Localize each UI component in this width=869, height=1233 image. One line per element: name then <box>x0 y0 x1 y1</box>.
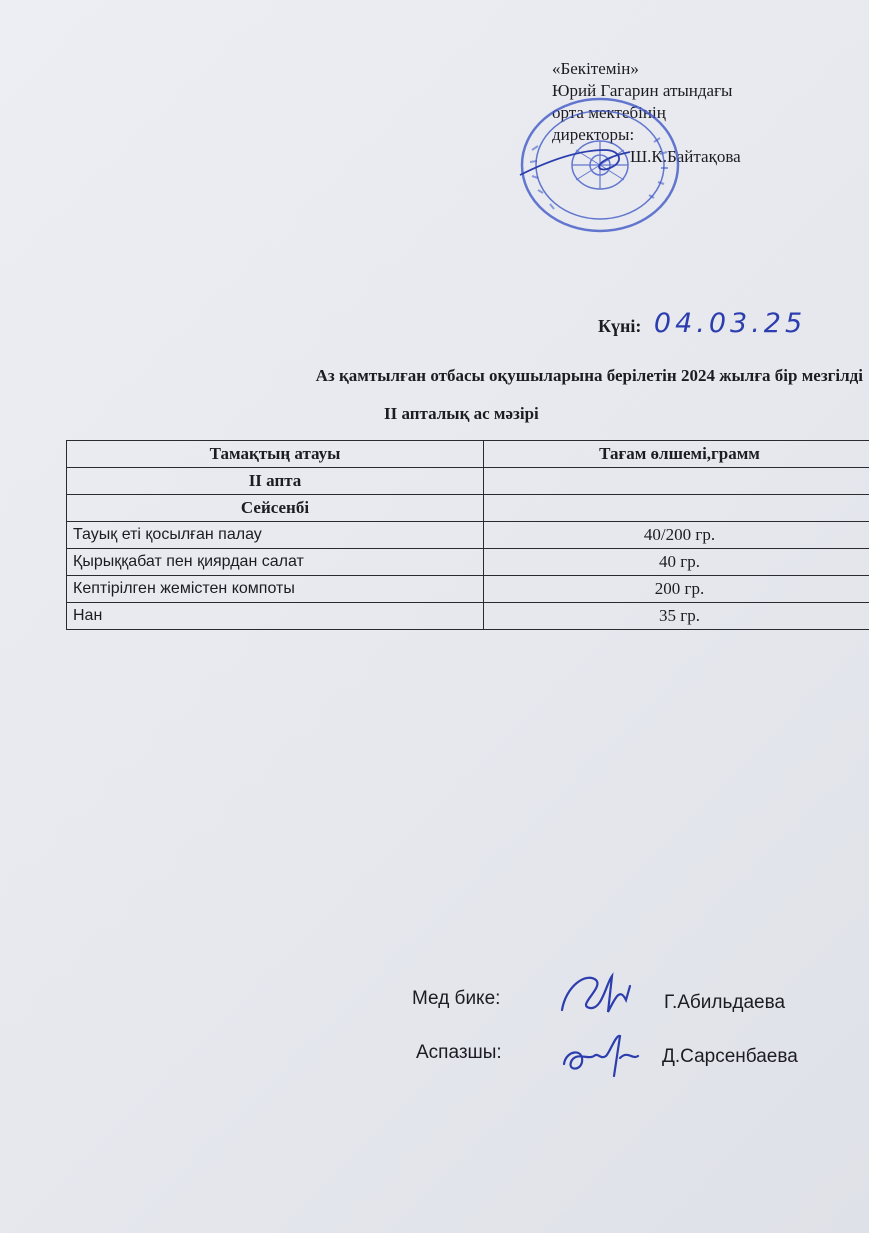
cook-label: Аспазшы: <box>416 1042 502 1063</box>
dish-qty: 40 гр. <box>484 549 869 576</box>
table-row <box>67 603 869 630</box>
approval-position: директоры: <box>552 125 635 144</box>
dish-name: Нан <box>67 603 484 630</box>
document-subtitle: II апталық ас мәзірі <box>384 404 539 423</box>
table-header-row <box>67 441 869 468</box>
date-label: Күні: <box>598 316 642 336</box>
dish-name: Кептірілген жемістен компоты <box>67 576 484 603</box>
approval-school-line2: орта мектебінің <box>552 103 666 122</box>
table-day-row <box>67 495 869 522</box>
dish-name: Тауық еті қосылған палау <box>67 522 484 549</box>
date-row <box>598 308 806 339</box>
table-row <box>67 576 869 603</box>
week-label: II апта <box>67 468 484 495</box>
header-portion: Тағам өлшемі,грамм <box>484 441 869 468</box>
date-value: 04.03.25 <box>653 308 807 339</box>
table-row <box>67 522 869 549</box>
table-week-row <box>67 468 869 495</box>
approval-heading: «Бекітемін» <box>552 59 639 78</box>
cook-name: Д.Сарсенбаева <box>662 1046 798 1067</box>
header-dish-name: Тамақтың атауы <box>67 441 484 468</box>
director-name: Ш.К.Байтақова <box>630 147 741 166</box>
dish-qty: 200 гр. <box>484 576 869 603</box>
dish-name: Қырыққабат пен қиярдан салат <box>67 549 484 576</box>
approval-school: Юрий Гагарин атындағы <box>552 81 733 100</box>
cook-signature-icon <box>558 1026 658 1084</box>
dish-qty: 35 гр. <box>484 603 869 630</box>
nurse-name: Г.Абильдаева <box>664 992 786 1013</box>
document-title-text: Аз қамтылған отбасы оқушыларына берілетін 2024 жылға бір мезгілді <box>315 366 863 385</box>
official-stamp-icon <box>510 90 690 240</box>
menu-table <box>66 440 869 630</box>
day-empty-cell <box>484 495 869 522</box>
day-label: Сейсенбі <box>67 495 484 522</box>
week-empty-cell <box>484 468 869 495</box>
table-row <box>67 549 869 576</box>
nurse-signature-icon <box>556 966 646 1022</box>
dish-qty: 40/200 гр. <box>484 522 869 549</box>
nurse-label: Мед бике: <box>412 988 501 1009</box>
document-title <box>0 366 869 386</box>
